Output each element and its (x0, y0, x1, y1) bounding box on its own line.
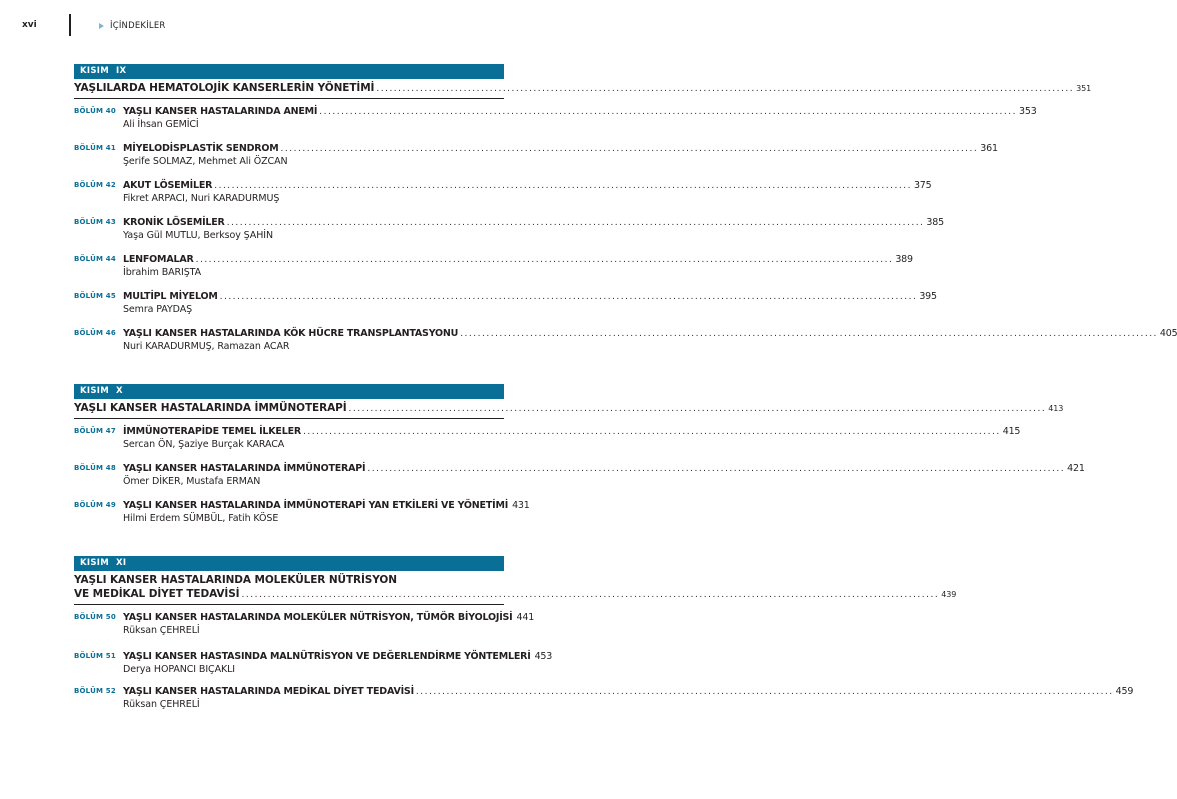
part-divider (74, 418, 504, 419)
chapter-page-number: 453 (534, 651, 553, 662)
chapter-page-number: 395 (919, 291, 937, 302)
running-header (0, 14, 623, 38)
chapter-title: AKUT LÖSEMİLER (123, 180, 213, 191)
chapter-authors: Derya HOPANCI BIÇAKLI (123, 664, 236, 675)
chapter-authors: İbrahim BARIŞTA (123, 267, 202, 278)
dot-leader: ................................................................................................................................................................ (280, 144, 979, 154)
chapter-entry[interactable] (74, 651, 553, 675)
dot-leader: ................................................................................................................................................................ (415, 687, 1114, 697)
chapter-page-number: 353 (1019, 106, 1037, 117)
chapter-label: BÖLÜM 50 (74, 613, 116, 621)
chapter-title: YAŞLI KANSER HASTALARINDA MOLEKÜLER NÜTRİSYON, TÜMÖR BİYOLOJİSİ (123, 612, 513, 623)
chapter-entry[interactable] (74, 254, 913, 278)
part-page-number: 413 (1048, 404, 1064, 413)
chapter-entry[interactable] (74, 686, 1134, 710)
chapter-page-number: 459 (1115, 686, 1134, 697)
chapter-title: YAŞLI KANSER HASTALARINDA KÖK HÜCRE TRANSPLANTASYONU (123, 328, 459, 339)
chapter-page-number: 375 (913, 180, 932, 191)
chapter-title: KRONİK LÖSEMİLER (123, 217, 225, 228)
chapter-page-number: 385 (926, 217, 944, 228)
part-section (74, 64, 1177, 352)
chapter-authors: Ali İhsan GEMİCİ (123, 119, 199, 130)
chapter-label: BÖLÜM 45 (74, 292, 116, 300)
chapter-page-number: 441 (516, 612, 535, 623)
dot-leader: ................................................................................................................................................................ (319, 107, 1017, 117)
dot-leader: ................................................................................................................................................................ (241, 590, 940, 600)
triangle-bullet-icon (99, 23, 104, 29)
chapter-label: BÖLÜM 49 (74, 501, 116, 509)
part-title-line: YAŞLILARDA HEMATOLOJİK KANSERLERİN YÖNETİMİ (74, 82, 375, 94)
chapter-label: BÖLÜM 44 (74, 255, 116, 263)
part-label-bar (74, 64, 504, 79)
chapter-label: BÖLÜM 42 (74, 181, 116, 189)
dot-leader: ................................................................................................................................................................ (302, 427, 1001, 437)
part-numeral: XI (116, 558, 127, 568)
part-title[interactable] (74, 571, 957, 602)
part-numeral: X (116, 386, 123, 396)
chapter-title: YAŞLI KANSER HASTALARINDA MEDİKAL DİYET TEDAVİSİ (123, 686, 414, 697)
chapter-entry[interactable] (74, 426, 1021, 450)
dot-leader: ................................................................................................................................................................ (460, 329, 1158, 339)
part-divider (74, 98, 504, 99)
part-section (74, 384, 1085, 524)
part-divider (74, 604, 504, 605)
page-number: xvi (22, 20, 37, 30)
chapter-authors: Sercan ÖN, Şaziye Burçak KARACA (123, 439, 285, 450)
chapter-authors: Nuri KARADURMUŞ, Ramazan ACAR (123, 341, 290, 352)
chapter-title: YAŞLI KANSER HASTALARINDA İMMÜNOTERAPİ (123, 463, 366, 474)
chapter-entry[interactable] (74, 106, 1037, 130)
chapter-label: BÖLÜM 47 (74, 427, 116, 435)
chapter-label: BÖLÜM 51 (74, 652, 116, 660)
chapter-page-number: 361 (980, 143, 998, 154)
chapter-title: LENFOMALAR (123, 254, 194, 265)
header-divider (69, 14, 71, 36)
chapter-entry[interactable] (74, 291, 937, 315)
chapter-title: YAŞLI KANSER HASTALARINDA ANEMİ (123, 106, 318, 117)
part-section (74, 556, 1134, 710)
dot-leader: ................................................................................................................................................................ (348, 404, 1047, 414)
chapter-label: BÖLÜM 40 (74, 107, 116, 115)
chapter-page-number: 405 (1159, 328, 1177, 339)
part-label-bar (74, 384, 504, 399)
chapter-label: BÖLÜM 46 (74, 329, 116, 337)
header-section-title: İÇİNDEKİLER (110, 21, 166, 31)
chapter-label: BÖLÜM 48 (74, 464, 116, 472)
chapter-title: İMMÜNOTERAPİDE TEMEL İLKELER (123, 426, 301, 437)
part-label: KISIM (80, 66, 109, 76)
chapter-page-number: 421 (1067, 463, 1085, 474)
chapter-page-number: 389 (895, 254, 913, 265)
chapter-entry[interactable] (74, 217, 944, 241)
part-label: KISIM (80, 558, 109, 568)
chapter-label: BÖLÜM 43 (74, 218, 116, 226)
chapter-entry[interactable] (74, 500, 530, 524)
chapter-title: MİYELODİSPLASTİK SENDROM (123, 143, 279, 154)
chapter-entry[interactable] (74, 143, 998, 167)
part-numeral: IX (116, 66, 127, 76)
part-title-line: YAŞLI KANSER HASTALARINDA MOLEKÜLER NÜTRİSYON (74, 574, 397, 586)
dot-leader: ................................................................................................................................................................ (226, 218, 925, 228)
chapter-entry[interactable] (74, 612, 535, 636)
part-title-line: YAŞLI KANSER HASTALARINDA İMMÜNOTERAPİ (74, 402, 347, 414)
chapter-title: YAŞLI KANSER HASTALARINDA İMMÜNOTERAPİ YAN ETKİLERİ VE YÖNETİMİ (123, 500, 509, 511)
chapter-entry[interactable] (74, 180, 932, 204)
dot-leader: ................................................................................................................................................................ (219, 292, 918, 302)
chapter-label: BÖLÜM 41 (74, 144, 116, 152)
chapter-page-number: 415 (1002, 426, 1021, 437)
chapter-authors: Rüksan ÇEHRELİ (123, 625, 200, 636)
part-page-number: 351 (1076, 84, 1092, 93)
part-label-bar (74, 556, 504, 571)
chapter-entry[interactable] (74, 328, 1177, 352)
chapter-authors: Yaşa Gül MUTLU, Berksoy ŞAHİN (123, 230, 273, 241)
chapter-entry[interactable] (74, 463, 1085, 487)
chapter-authors: Fikret ARPACI, Nuri KARADURMUŞ (123, 193, 280, 204)
dot-leader: ................................................................................................................................................................ (195, 255, 894, 265)
chapter-authors: Şerife SOLMAZ, Mehmet Ali ÖZCAN (123, 156, 288, 167)
part-title-line: VE MEDİKAL DİYET TEDAVİSİ (74, 588, 240, 600)
chapter-title: YAŞLI KANSER HASTASINDA MALNÜTRİSYON VE DEĞERLENDİRME YÖNTEMLERİ (123, 651, 531, 662)
dot-leader: ................................................................................................................................................................ (367, 464, 1066, 474)
chapter-label: BÖLÜM 52 (74, 687, 116, 695)
chapter-title: MULTİPL MİYELOM (123, 291, 218, 302)
chapter-page-number: 431 (512, 500, 530, 511)
part-label: KISIM (80, 386, 109, 396)
part-page-number: 439 (941, 590, 957, 599)
chapter-authors: Rüksan ÇEHRELİ (123, 699, 200, 710)
part-title[interactable] (74, 399, 1064, 416)
part-title[interactable] (74, 79, 1092, 96)
chapter-authors: Semra PAYDAŞ (123, 304, 193, 315)
dot-leader: ................................................................................................................................................................ (376, 84, 1075, 94)
dot-leader: ................................................................................................................................................................ (214, 181, 912, 191)
chapter-authors: Hilmi Erdem SÜMBÜL, Fatih KÖSE (123, 513, 279, 524)
chapter-authors: Ömer DİKER, Mustafa ERMAN (123, 476, 261, 487)
